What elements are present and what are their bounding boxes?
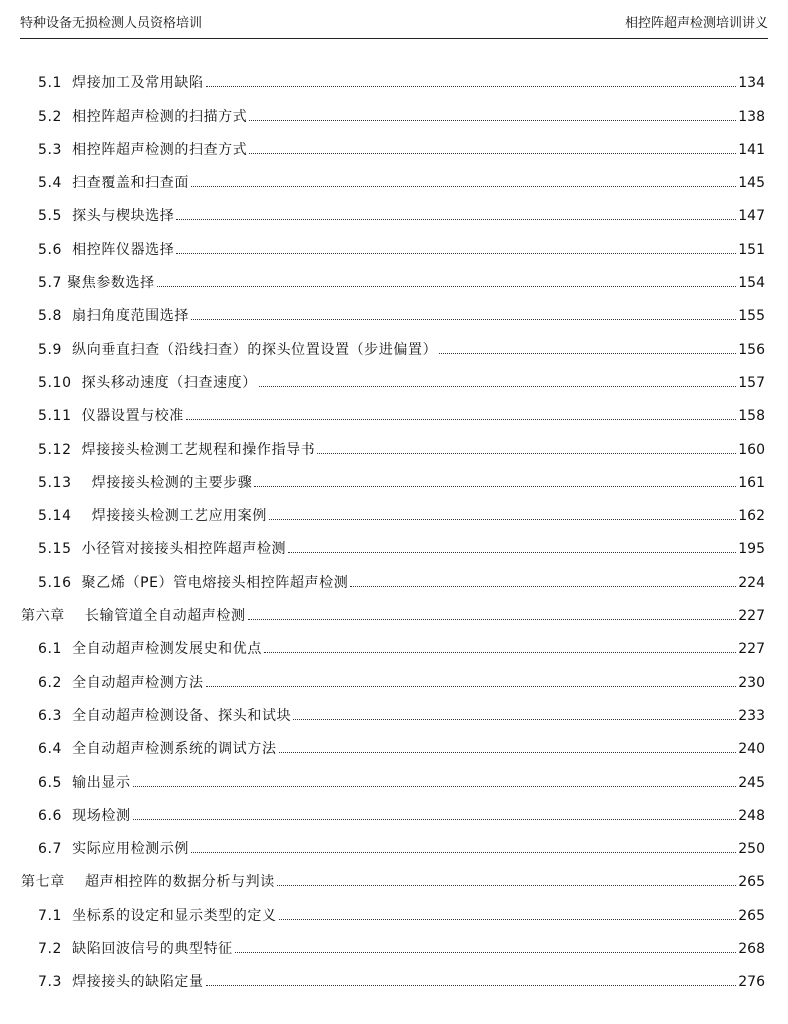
toc-section-entry[interactable] (0, 92, 788, 125)
toc-entry-page-number: 195 (738, 541, 765, 558)
toc-dot-leader (248, 619, 737, 620)
toc-entry-page-number: 265 (738, 874, 765, 891)
toc-section-entry[interactable] (0, 126, 788, 159)
toc-dot-leader (350, 586, 736, 587)
toc-dot-leader (191, 186, 736, 187)
toc-entry-page-number: 240 (738, 741, 765, 758)
toc-entry-page-number: 134 (738, 75, 765, 92)
toc-section-entry[interactable] (0, 192, 788, 225)
toc-section-entry[interactable] (0, 292, 788, 325)
toc-entry-title: 5.9 纵向垂直扫查（沿线扫查）的探头位置设置（步进偏置） (38, 341, 438, 358)
toc-dot-leader (288, 552, 736, 553)
toc-entry-title: 5.4 扫查覆盖和扫查面 (38, 175, 189, 192)
toc-entry-title: 6.4 全自动超声检测系统的调试方法 (38, 741, 277, 758)
toc-dot-leader (264, 652, 736, 653)
toc-entry-title: 5.6 相控阵仪器选择 (38, 241, 175, 258)
table-of-contents (0, 59, 788, 991)
toc-dot-leader (259, 386, 736, 387)
toc-section-entry[interactable] (0, 692, 788, 725)
toc-entry-page-number: 162 (738, 508, 765, 525)
toc-chapter-entry[interactable] (0, 858, 788, 891)
toc-section-entry[interactable] (0, 625, 788, 658)
toc-section-entry[interactable] (0, 325, 788, 358)
toc-entry-page-number: 230 (738, 674, 765, 691)
toc-entry-page-number: 265 (738, 907, 765, 924)
toc-entry-page-number: 227 (738, 641, 765, 658)
toc-section-entry[interactable] (0, 725, 788, 758)
toc-dot-leader (157, 286, 737, 287)
toc-dot-leader (439, 353, 736, 354)
page-header (20, 8, 768, 39)
toc-entry-page-number: 157 (738, 374, 765, 391)
toc-entry-title: 5.10 探头移动速度（扫查速度） (38, 374, 257, 391)
toc-dot-leader (206, 985, 737, 986)
toc-entry-page-number: 145 (738, 175, 765, 192)
toc-section-entry[interactable] (0, 159, 788, 192)
toc-entry-title: 5.14 焊接接头检测工艺应用案例 (38, 508, 267, 525)
toc-entry-page-number: 156 (738, 341, 765, 358)
toc-entry-page-number: 154 (738, 275, 765, 292)
toc-chapter-entry[interactable] (0, 592, 788, 625)
toc-section-entry[interactable] (0, 891, 788, 924)
toc-entry-title: 5.13 焊接接头检测的主要步骤 (38, 474, 253, 491)
toc-entry-title: 6.5 输出显示 (38, 774, 131, 791)
toc-entry-title: 5.12 焊接接头检测工艺规程和操作指导书 (38, 441, 316, 458)
toc-dot-leader (249, 120, 736, 121)
header-left-title: 特种设备无损检测人员资格培训 (20, 16, 203, 31)
toc-entry-title: 5.1 焊接加工及常用缺陷 (38, 75, 204, 92)
toc-entry-title: 5.5 探头与楔块选择 (38, 208, 175, 225)
toc-dot-leader (317, 453, 736, 454)
toc-section-entry[interactable] (0, 459, 788, 492)
toc-dot-leader (133, 786, 737, 787)
toc-entry-title: 第六章 长输管道全自动超声检测 (21, 608, 246, 625)
toc-dot-leader (186, 419, 736, 420)
toc-entry-page-number: 224 (738, 574, 765, 591)
toc-entry-page-number: 227 (738, 608, 765, 625)
toc-dot-leader (206, 686, 737, 687)
toc-entry-title: 6.2 全自动超声检测方法 (38, 674, 204, 691)
toc-entry-page-number: 248 (738, 807, 765, 824)
toc-entry-title: 5.7 聚焦参数选择 (38, 275, 155, 292)
toc-dot-leader (269, 519, 736, 520)
header-right-title: 相控阵超声检测培训讲义 (624, 16, 768, 31)
toc-section-entry[interactable] (0, 825, 788, 858)
toc-dot-leader (191, 852, 736, 853)
toc-section-entry[interactable] (0, 359, 788, 392)
toc-dot-leader (133, 819, 737, 820)
toc-entry-title: 5.11 仪器设置与校准 (38, 408, 184, 425)
toc-entry-title: 5.3 相控阵超声检测的扫查方式 (38, 141, 248, 158)
toc-dot-leader (249, 153, 736, 154)
toc-entry-page-number: 158 (738, 408, 765, 425)
toc-section-entry[interactable] (0, 758, 788, 791)
toc-dot-leader (254, 486, 736, 487)
toc-dot-leader (235, 952, 737, 953)
toc-section-entry[interactable] (0, 792, 788, 825)
toc-entry-title: 5.15 小径管对接接头相控阵超声检测 (38, 541, 287, 558)
toc-dot-leader (206, 86, 737, 87)
toc-section-entry[interactable] (0, 525, 788, 558)
toc-entry-title: 7.3 焊接接头的缺陷定量 (38, 974, 204, 991)
toc-section-entry[interactable] (0, 958, 788, 991)
toc-section-entry[interactable] (0, 425, 788, 458)
toc-entry-page-number: 161 (738, 474, 765, 491)
toc-section-entry[interactable] (0, 59, 788, 92)
toc-dot-leader (176, 253, 736, 254)
toc-entry-title: 7.2 缺陷回波信号的典型特征 (38, 941, 233, 958)
toc-entry-page-number: 141 (738, 141, 765, 158)
toc-entry-page-number: 268 (738, 941, 765, 958)
toc-entry-title: 6.6 现场检测 (38, 807, 131, 824)
toc-entry-page-number: 276 (738, 974, 765, 991)
toc-entry-title: 第七章 超声相控阵的数据分析与判读 (21, 874, 275, 891)
toc-section-entry[interactable] (0, 925, 788, 958)
toc-section-entry[interactable] (0, 492, 788, 525)
toc-dot-leader (176, 219, 736, 220)
toc-dot-leader (293, 719, 736, 720)
toc-section-entry[interactable] (0, 658, 788, 691)
toc-dot-leader (277, 885, 736, 886)
toc-entry-page-number: 233 (738, 707, 765, 724)
toc-entry-title: 5.16 聚乙烯（PE）管电熔接头相控阵超声检测 (38, 574, 349, 591)
toc-entry-page-number: 155 (738, 308, 765, 325)
toc-dot-leader (191, 319, 736, 320)
toc-entry-page-number: 250 (738, 841, 765, 858)
toc-section-entry[interactable] (0, 392, 788, 425)
toc-entry-title: 5.2 相控阵超声检测的扫描方式 (38, 108, 248, 125)
toc-entry-page-number: 151 (738, 241, 765, 258)
toc-section-entry[interactable] (0, 225, 788, 258)
toc-entry-title: 6.7 实际应用检测示例 (38, 841, 189, 858)
toc-entry-title: 6.3 全自动超声检测设备、探头和试块 (38, 707, 292, 724)
toc-dot-leader (279, 752, 737, 753)
toc-entry-page-number: 147 (738, 208, 765, 225)
toc-entry-page-number: 160 (738, 441, 765, 458)
toc-entry-page-number: 138 (738, 108, 765, 125)
toc-dot-leader (279, 919, 737, 920)
toc-section-entry[interactable] (0, 558, 788, 591)
toc-entry-page-number: 245 (738, 774, 765, 791)
toc-section-entry[interactable] (0, 259, 788, 292)
toc-entry-title: 6.1 全自动超声检测发展史和优点 (38, 641, 262, 658)
toc-entry-title: 7.1 坐标系的设定和显示类型的定义 (38, 907, 277, 924)
toc-entry-title: 5.8 扇扫角度范围选择 (38, 308, 189, 325)
